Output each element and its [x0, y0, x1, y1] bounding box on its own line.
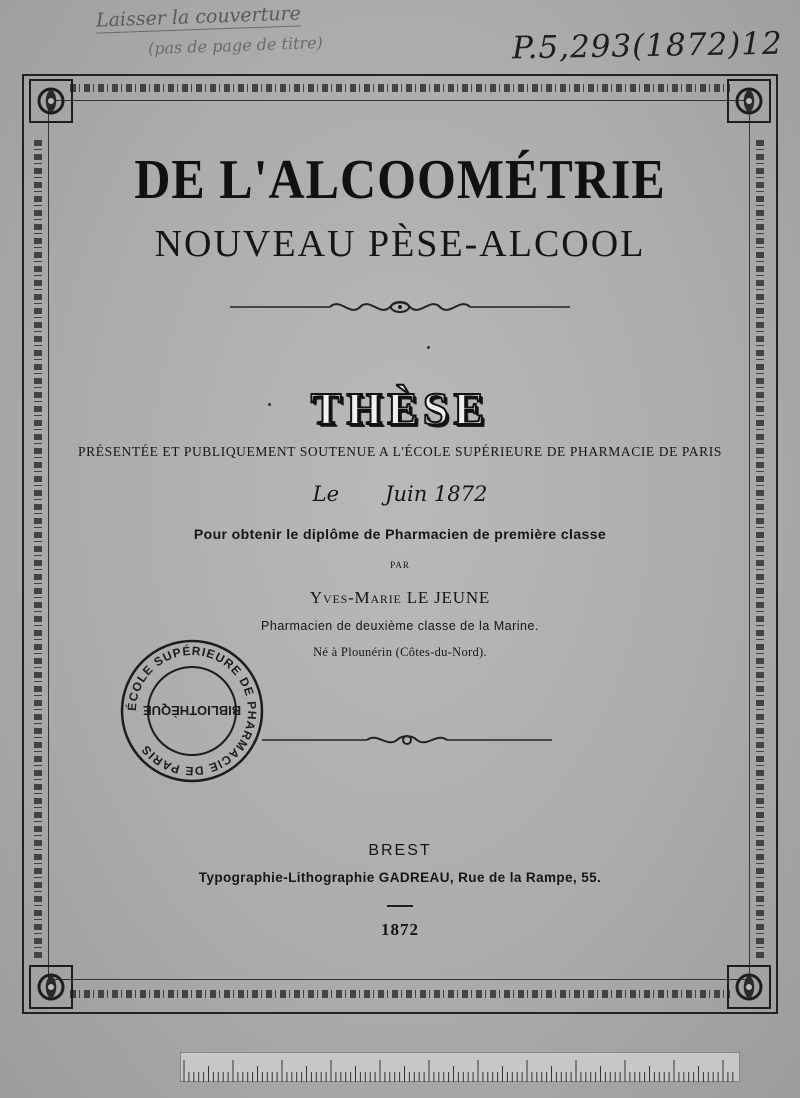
- main-title: DE L'ALCOOMÉTRIE: [134, 147, 666, 211]
- flourish-divider-icon: [262, 730, 552, 750]
- frame-chain-top: [70, 84, 730, 92]
- corner-ornament-icon: [28, 78, 74, 124]
- handwritten-note-line1: Laisser la couverture: [95, 2, 302, 32]
- scale-ruler: [180, 1052, 740, 1082]
- shelfmark: P.5,293(1872)12: [511, 25, 784, 67]
- diploma-purpose: Pour obtenir le diplôme de Pharmacien de première classe: [193, 526, 607, 542]
- author-last-name: LE JEUNE: [406, 588, 491, 607]
- corner-ornament-icon: [726, 964, 772, 1010]
- stamp-center-text: BIBLIOTHÈQUE: [142, 703, 242, 718]
- subtitle: NOUVEAU PÈSE-ALCOOL: [154, 223, 646, 265]
- ink-speck: [427, 346, 430, 349]
- corner-ornament-icon: [28, 964, 74, 1010]
- imprint-year: 1872: [381, 920, 419, 939]
- defense-date: [0, 482, 800, 506]
- author-role: Pharmacien de deuxième classe de la Marine.: [261, 619, 539, 633]
- these-heading: THÈSE: [307, 382, 493, 435]
- stamp-ring-text: ÉCOLE SUPÉRIEURE DE PHARMACIE DE PARIS: [124, 643, 260, 779]
- by-label: PAR: [390, 560, 410, 570]
- presented-line: PRÉSENTÉE ET PUBLIQUEMENT SOUTENUE A L'ÉCOLE SUPÉRIEURE DE PHARMACIE DE PARIS: [78, 444, 722, 459]
- author-name: [0, 588, 800, 608]
- handwritten-note-line2: (pas de page de titre): [147, 32, 324, 59]
- date-month-year: Juin 1872: [385, 482, 488, 506]
- corner-ornament-icon: [726, 78, 772, 124]
- faint-library-mark: [618, 2, 718, 30]
- author-birthplace: Né à Plounérin (Côtes-du-Nord).: [313, 645, 487, 659]
- these-heading-wrap: [0, 382, 800, 435]
- imprint-city: BREST: [368, 842, 432, 859]
- flourish-divider-icon: [230, 295, 570, 319]
- frame-chain-bottom: [70, 990, 730, 998]
- author-first-name: Yves-Marie: [309, 588, 402, 607]
- imprint-divider: [387, 905, 413, 907]
- imprint-printer: Typographie-Lithographie GADREAU, Rue de la Rampe, 55.: [198, 870, 602, 885]
- date-prefix: Le: [312, 482, 340, 506]
- library-stamp-icon: [118, 637, 266, 785]
